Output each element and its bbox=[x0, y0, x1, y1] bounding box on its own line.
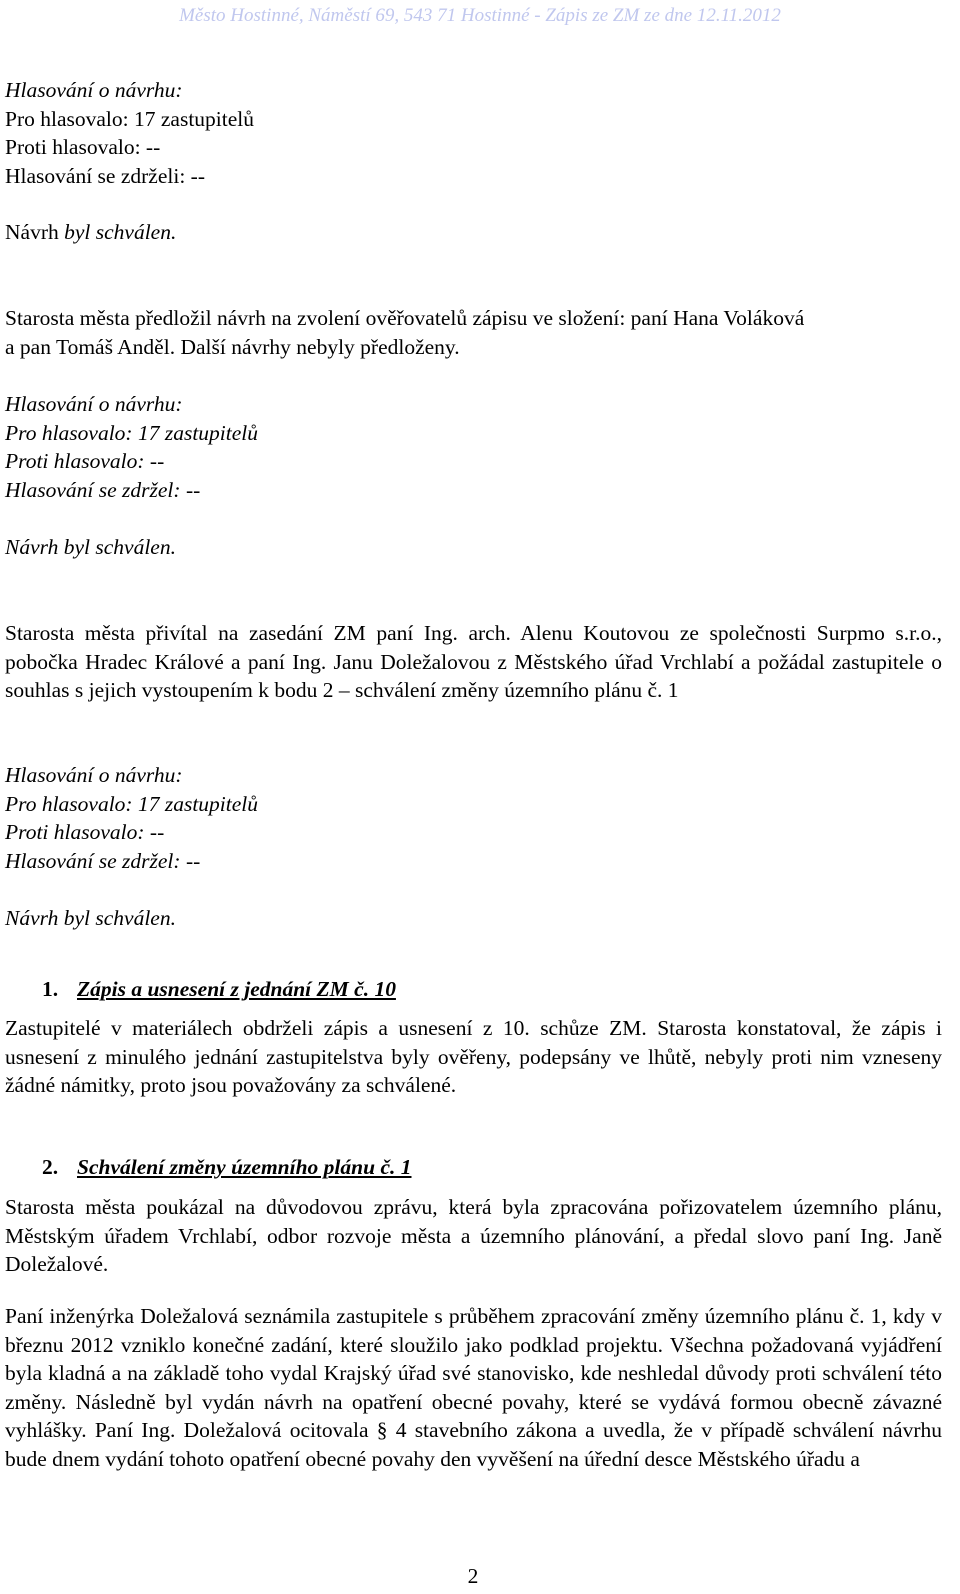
section-2-paragraph-1: Starosta města poukázal na důvodovou zprávu, která byla zpracována pořizovatelem územního plánu, Městským úřadem Vrchlabí, odbor rozvoje města a územního plánování, a předal slovo paní Ing. Janě Doležalové. bbox=[5, 1195, 942, 1277]
section-2-heading bbox=[42, 1153, 412, 1182]
vote-result-prefix: Návrh bbox=[5, 220, 65, 244]
vote-against: Proti hlasovalo: -- bbox=[5, 449, 165, 474]
vote-for: Pro hlasovalo: 17 zastupitelů bbox=[5, 791, 259, 816]
section-title: Schválení změny územního plánu č. 1 bbox=[77, 1155, 412, 1179]
section-2-paragraph-2: Paní inženýrka Doležalová seznámila zastupitele s průběhem zpracování změny územního plánu č. 1, kdy v březnu 2012 vzniklo konečné zadání, které sloužilo jako podklad projektu. Všechna požadovaná vyjádření byla kladná a na základě toho vydal Krajský úřad své stanovisko, kde neshledal důvody proti schválení této změny. Následně byl vydán návrh na opatření obecné povahy, které se vydává formou obecně závazné vyhlášky. Paní Ing. Doležalová ocitovala § 4 stavebního zákona a uvedla, že v případě schválení návrhu bude dnem vydání tohoto opatření obecné povahy den vyvěšení na úřední desce Městského úřadu a bbox=[5, 1304, 942, 1471]
vote-against: Proti hlasovalo: -- bbox=[5, 820, 165, 845]
vote-block-1 bbox=[5, 76, 942, 190]
section-number: 1. bbox=[42, 977, 59, 1001]
section-1-heading bbox=[42, 975, 396, 1004]
section-title: Zápis a usnesení z jednání ZM č. 10 bbox=[77, 977, 396, 1001]
vote-block-3 bbox=[5, 761, 942, 875]
vote-for: Pro hlasovalo: 17 zastupitelů bbox=[5, 106, 255, 131]
vote-abstained: Hlasování se zdržel: -- bbox=[5, 477, 201, 502]
vote-block-2 bbox=[5, 390, 942, 504]
section-number: 2. bbox=[42, 1155, 59, 1179]
welcome-paragraph: Starosta města přivítal na zasedání ZM paní Ing. arch. Alenu Koutovou ze společnosti Surpmo s.r.o., pobočka Hradec Králové a paní Ing. Janu Doležalovou z Městského úřad Vrchlabí a požádal zastupitele o souhlas s jejich vystoupením k bodu 2 – schválení změny územního plánu č. 1 bbox=[5, 621, 942, 703]
vote-result-1 bbox=[5, 218, 942, 247]
vote-title: Hlasování o návrhu: bbox=[5, 763, 183, 787]
vote-result-suffix: byl schválen. bbox=[64, 220, 177, 244]
verifiers-line-2: a pan Tomáš Anděl. Další návrhy nebyly předloženy. bbox=[5, 334, 460, 359]
verifiers-paragraph bbox=[5, 304, 942, 361]
vote-for: Pro hlasovalo: 17 zastupitelů bbox=[5, 420, 259, 445]
verifiers-line-1: Starosta města předložil návrh na zvolení ověřovatelů zápisu ve složení: paní Hana Voláková bbox=[5, 306, 805, 330]
vote-result-3 bbox=[5, 904, 942, 933]
vote-abstained: Hlasování se zdrželi: -- bbox=[5, 163, 205, 188]
vote-result: Návrh byl schválen. bbox=[5, 535, 176, 559]
section-1-paragraph: Zastupitelé v materiálech obdrželi zápis a usnesení z 10. schůze ZM. Starosta konstatoval, že zápis i usnesení z minulého jednání zastupitelstva byly ověřeny, podepsány ve lhůtě, nebyly proti nim vzneseny žádné námitky, proto jsou považovány za schválené. bbox=[5, 1016, 942, 1098]
page-header: Město Hostinné, Náměstí 69, 543 71 Hostinné - Zápis ze ZM ze dne 12.11.2012 bbox=[179, 5, 781, 26]
vote-against: Proti hlasovalo: -- bbox=[5, 135, 161, 160]
vote-result-2 bbox=[5, 533, 942, 562]
vote-title: Hlasování o návrhu: bbox=[5, 78, 183, 102]
vote-abstained: Hlasování se zdržel: -- bbox=[5, 848, 201, 873]
page-number: 2 bbox=[467, 1564, 479, 1588]
vote-title: Hlasování o návrhu: bbox=[5, 392, 183, 416]
vote-result: Návrh byl schválen. bbox=[5, 906, 176, 930]
